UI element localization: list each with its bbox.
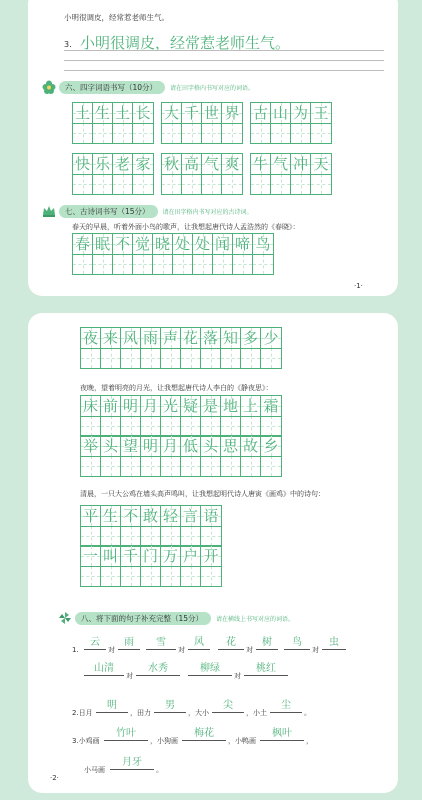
written-character: 前 (102, 397, 118, 415)
tianzige-cell (93, 154, 113, 194)
tianzige-cell (221, 328, 241, 368)
written-character: 言 (182, 507, 198, 525)
worksheet-page-2 (28, 313, 398, 793)
written-character: 地 (222, 397, 238, 415)
tianzige-box (80, 435, 282, 477)
written-character: 来 (102, 329, 118, 347)
tianzige-cell (73, 234, 93, 274)
tianzige-cell (133, 234, 153, 274)
tianzige-cell (101, 396, 121, 436)
tianzige-cell (251, 103, 271, 143)
tianzige-cell (311, 103, 331, 143)
q3-label-2: 小马画 (84, 766, 105, 774)
written-character: 春 (74, 235, 90, 253)
tianzige-cell (162, 103, 182, 143)
tianzige-cell (311, 154, 331, 194)
written-character: 霜 (263, 397, 279, 415)
tianzige-cell (291, 103, 311, 143)
tianzige-cell (193, 234, 213, 274)
tianzige-cell (271, 103, 291, 143)
tianzige-cell (121, 546, 141, 586)
written-character: 一 (82, 547, 98, 565)
tianzige-cell (221, 396, 241, 436)
tianzige-cell (141, 436, 161, 476)
page-number-2: ·2· (50, 774, 59, 782)
poem-grid-line-2 (80, 327, 282, 369)
written-character: 乐 (94, 155, 110, 173)
written-character: 爽 (224, 155, 240, 173)
written-character: 气 (272, 155, 288, 173)
tianzige-cell (222, 103, 242, 143)
written-character: 思 (222, 437, 238, 455)
written-character: 老 (114, 155, 130, 173)
tianzige-cell (201, 328, 221, 368)
tianzige-cell (161, 328, 181, 368)
written-character: 高 (183, 155, 199, 173)
tianzige-cell (213, 234, 233, 274)
poem-prompt-1: 春天的早晨，听着外面小鸟的歌声，让我想起唐代诗人孟浩然的《春晓》： (72, 223, 300, 231)
written-character: 平 (82, 507, 98, 525)
section-6-heading (42, 80, 254, 94)
tianzige-cell (253, 234, 273, 274)
written-character: 万 (162, 547, 178, 565)
q3-blank-3: 枫叶 (260, 727, 304, 741)
tianzige-cell (222, 154, 242, 194)
written-character: 夜 (82, 329, 98, 347)
tianzige-cell (181, 328, 201, 368)
tianzige-cell (81, 328, 101, 368)
written-character: 明 (122, 397, 138, 415)
section-7-heading (42, 204, 253, 218)
pinwheel-icon (58, 611, 72, 625)
written-character: 眠 (94, 235, 110, 253)
section-7-note: 请在田字格内书写对应的古诗词。 (162, 208, 253, 216)
tianzige-cell (161, 546, 181, 586)
written-character: 晓 (154, 235, 170, 253)
q3-label: 3.小鸡画 (72, 737, 100, 745)
tianzige-cell (261, 396, 281, 436)
written-character: 声 (162, 329, 178, 347)
tianzige-cell (251, 154, 271, 194)
tianzige-box (80, 395, 282, 437)
q3-blank-1: 竹叶 (104, 727, 148, 741)
tianzige-cell (173, 234, 193, 274)
q1-blank-2: 雨 (118, 636, 140, 650)
q1-blank-10: 水秀 (136, 662, 180, 676)
written-character: 土 (74, 104, 90, 122)
tianzige-cell (81, 436, 101, 476)
written-character: 花 (182, 329, 198, 347)
written-character: 疑 (182, 397, 198, 415)
written-character: 世 (203, 104, 219, 122)
writing-line (64, 70, 384, 71)
section-8-heading (58, 611, 294, 625)
written-character: 低 (182, 437, 198, 455)
q1-blank-12: 桃红 (244, 662, 288, 676)
section-7-title: 七、古诗词书写（15分） (59, 205, 158, 218)
poem-prompt-2: 夜晚，望着明亮的月光，让我想起唐代诗人李白的《静夜思》： (80, 384, 273, 392)
tianzige-box (80, 505, 222, 547)
tianzige-cell (181, 396, 201, 436)
written-character: 床 (82, 397, 98, 415)
tianzige-cell (141, 396, 161, 436)
tianzige-cell (121, 396, 141, 436)
tianzige-cell (221, 436, 241, 476)
flower-icon (42, 80, 56, 94)
written-character: 气 (203, 155, 219, 173)
q1-dui-5: 对 (126, 672, 133, 680)
written-character: 敢 (142, 507, 158, 525)
tianzige-cell (93, 234, 113, 274)
tianzige-cell (113, 154, 133, 194)
tianzige-cell (161, 436, 181, 476)
written-character: 举 (82, 437, 98, 455)
written-character: 多 (242, 329, 258, 347)
tianzige-cell (141, 546, 161, 586)
q3-blank-4: 月牙 (110, 756, 154, 770)
written-character: 门 (142, 547, 158, 565)
q1-blank-6: 树 (256, 636, 278, 650)
tianzige-cell (73, 154, 93, 194)
tianzige-cell (181, 546, 201, 586)
tianzige-cell (121, 506, 141, 546)
sentence-number: 3. (64, 40, 72, 49)
tianzige-box (250, 153, 332, 195)
q2-end: 。 (304, 709, 311, 717)
q2-blank-1: 明 (96, 699, 128, 713)
tianzige-cell (202, 103, 222, 143)
written-character: 千 (183, 104, 199, 122)
tianzige-cell (73, 103, 93, 143)
written-character: 牛 (252, 155, 268, 173)
written-character: 闻 (214, 235, 230, 253)
q1-blank-7: 鸟 (284, 636, 310, 650)
tianzige-box (72, 102, 154, 144)
tianzige-cell (133, 154, 153, 194)
written-character: 山 (272, 104, 288, 122)
q1-blank-3: 雪 (146, 636, 176, 650)
poem-grid-line-6 (80, 545, 222, 587)
written-character: 叫 (102, 547, 118, 565)
tianzige-cell (233, 234, 253, 274)
written-character: 土 (114, 104, 130, 122)
written-character: 处 (174, 235, 190, 253)
tianzige-box (161, 102, 243, 144)
q3-end-2: 。 (156, 766, 163, 774)
tianzige-cell (241, 436, 261, 476)
tianzige-cell (181, 436, 201, 476)
written-character: 快 (74, 155, 90, 173)
tianzige-cell (93, 103, 113, 143)
q1-blank-1: 云 (84, 636, 106, 650)
written-character: 户 (182, 547, 198, 565)
written-character: 啼 (234, 235, 250, 253)
poem-grid-line-4 (80, 435, 282, 477)
tianzige-cell (162, 154, 182, 194)
tianzige-cell (133, 103, 153, 143)
q3-mid-2: ，小鸭画 (228, 737, 256, 745)
tianzige-cell (101, 546, 121, 586)
tianzige-cell (81, 506, 101, 546)
q1-dui-3: 对 (246, 646, 253, 654)
q1-blank-4: 风 (188, 636, 210, 650)
written-character: 语 (203, 507, 219, 525)
q1-number: 1. (72, 646, 79, 654)
poem-grid-line-5 (80, 505, 222, 547)
section-6-note: 请在田字格内书写对应的词语。 (170, 84, 255, 92)
q1-blank-8: 虫 (322, 636, 346, 650)
tianzige-box (72, 233, 274, 275)
written-character: 明 (142, 437, 158, 455)
tianzige-cell (121, 436, 141, 476)
q2-mid-3: ，小土 (246, 709, 267, 717)
tianzige-cell (113, 234, 133, 274)
written-character: 家 (135, 155, 151, 173)
written-character: 望 (122, 437, 138, 455)
written-character: 头 (102, 437, 118, 455)
written-character: 界 (224, 104, 240, 122)
tianzige-cell (291, 154, 311, 194)
q1-dui-1: 对 (108, 646, 115, 654)
q2-blank-3: 尖 (212, 699, 244, 713)
tianzige-box (80, 545, 222, 587)
tianzige-cell (201, 546, 221, 586)
written-character: 轻 (162, 507, 178, 525)
tianzige-cell (113, 103, 133, 143)
tianzige-cell (101, 436, 121, 476)
written-character: 大 (163, 104, 179, 122)
writing-line (64, 60, 384, 61)
written-character: 雨 (142, 329, 158, 347)
section-8-note: 请在横线上书写对应的词语。 (216, 615, 295, 623)
written-character: 天 (313, 155, 329, 173)
tianzige-cell (161, 396, 181, 436)
tianzige-cell (81, 546, 101, 586)
tianzige-cell (101, 506, 121, 546)
tianzige-cell (81, 396, 101, 436)
poem-prompt-3: 清晨，一只大公鸡在墙头高声鸣叫，让我想起明代诗人唐寅《画鸡》中的诗句： (80, 490, 325, 498)
written-character: 故 (242, 437, 258, 455)
written-character: 处 (194, 235, 210, 253)
written-character: 千 (122, 547, 138, 565)
q3-end: ， (306, 737, 313, 745)
q1-dui-2: 对 (178, 646, 185, 654)
tianzige-cell (201, 506, 221, 546)
written-character: 是 (202, 397, 218, 415)
tianzige-cell (181, 506, 201, 546)
page-number-1: ·1· (354, 282, 363, 290)
sentence-print: 小明很调皮，经常惹老师生气。 (64, 13, 169, 22)
q2-blank-4: 尘 (270, 699, 302, 713)
tianzige-cell (101, 328, 121, 368)
word-grid-row-2 (72, 153, 332, 195)
q1-dui-4: 对 (312, 646, 319, 654)
written-character: 风 (122, 329, 138, 347)
written-character: 为 (292, 104, 308, 122)
written-character: 上 (242, 397, 258, 415)
poem-grid-line-3 (80, 395, 282, 437)
tianzige-cell (161, 506, 181, 546)
written-character: 乡 (263, 437, 279, 455)
tianzige-box (161, 153, 243, 195)
tianzige-cell (141, 328, 161, 368)
written-character: 落 (202, 329, 218, 347)
q2-mid-1: ，田力 (130, 709, 151, 717)
tianzige-cell (261, 328, 281, 368)
sentence-written: 小明很调皮，经常惹老师生气。 (80, 34, 291, 52)
q1-blank-5: 花 (218, 636, 244, 650)
q3-mid-1: ，小狗画 (150, 737, 178, 745)
written-character: 不 (122, 507, 138, 525)
poem-grid-line-1 (72, 233, 274, 275)
written-character: 生 (94, 104, 110, 122)
written-character: 开 (203, 547, 219, 565)
tianzige-box (250, 102, 332, 144)
written-character: 长 (135, 104, 151, 122)
tianzige-box (80, 327, 282, 369)
written-character: 少 (263, 329, 279, 347)
written-character: 知 (222, 329, 238, 347)
written-character: 觉 (134, 235, 150, 253)
q2-blank-2: 男 (154, 699, 186, 713)
written-character: 王 (313, 104, 329, 122)
tianzige-cell (201, 396, 221, 436)
q3-blank-2: 梅花 (182, 727, 226, 741)
written-character: 秋 (163, 155, 179, 173)
tianzige-cell (241, 396, 261, 436)
section-8-title: 八、将下面的句子补充完整（15分） (75, 612, 211, 625)
q1-dui-6: 对 (234, 672, 241, 680)
tianzige-box (72, 153, 154, 195)
tianzige-cell (201, 436, 221, 476)
written-character: 生 (102, 507, 118, 525)
tianzige-cell (182, 154, 202, 194)
word-grid-row-1 (72, 102, 332, 144)
writing-line (64, 50, 384, 51)
worksheet-page-1 (28, 0, 398, 296)
written-character: 月 (142, 397, 158, 415)
written-character: 不 (114, 235, 130, 253)
tianzige-cell (121, 328, 141, 368)
written-character: 古 (252, 104, 268, 122)
section-6-title: 六、四字词语书写（10分） (59, 81, 165, 94)
tianzige-cell (141, 506, 161, 546)
crown-icon (42, 204, 56, 218)
written-character: 月 (162, 437, 178, 455)
written-character: 头 (202, 437, 218, 455)
tianzige-cell (153, 234, 173, 274)
q2-label: 2.日月 (72, 709, 93, 717)
written-character: 冲 (292, 155, 308, 173)
tianzige-cell (202, 154, 222, 194)
q2-mid-2: ，大小 (188, 709, 209, 717)
written-character: 鸟 (255, 235, 271, 253)
q1-blank-11: 柳绿 (188, 662, 232, 676)
tianzige-cell (182, 103, 202, 143)
tianzige-cell (271, 154, 291, 194)
written-character: 光 (162, 397, 178, 415)
tianzige-cell (261, 436, 281, 476)
q1-blank-9: 山清 (84, 662, 124, 676)
tianzige-cell (241, 328, 261, 368)
